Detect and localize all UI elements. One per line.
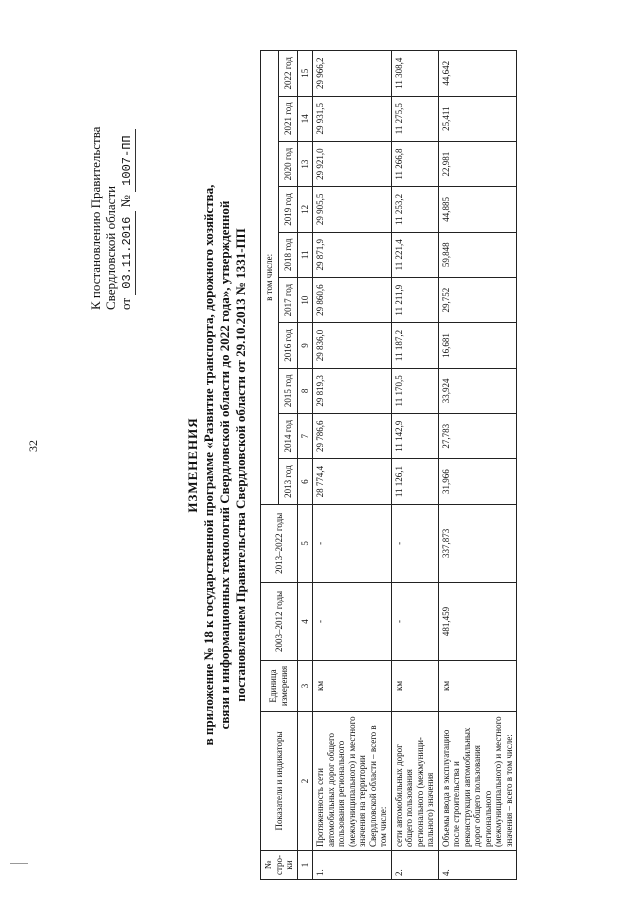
row-unit: км (391, 661, 438, 712)
row-indicator: Объемы ввода в эксплуатацию после строительства и реконструкции автомобильных дорог общего пользования регионального (межмуниципального) и местного значения – всего в том числе: (438, 712, 517, 851)
header-year: 2022 год (279, 51, 297, 97)
row-period-1: - (313, 582, 392, 660)
column-index: 1 (297, 851, 313, 880)
row-value: 28 774,4 (313, 459, 392, 504)
column-index: 10 (297, 277, 313, 322)
row-value: 16,681 (438, 323, 517, 368)
row-value: 29,752 (438, 277, 517, 322)
row-value: 29 931,5 (313, 96, 392, 141)
row-period-1: 481,459 (438, 582, 517, 660)
page-number: 32 (26, 440, 40, 452)
row-unit: км (438, 661, 517, 712)
document-sheet (70, 50, 630, 880)
row-value: 33,924 (438, 368, 517, 413)
column-index: 11 (297, 232, 313, 277)
header-year: 2013 год (279, 459, 297, 504)
from-label: от (118, 297, 133, 310)
row-period-2: - (313, 504, 392, 582)
row-value: 29 966,2 (313, 51, 392, 97)
header-year: 2014 год (279, 414, 297, 459)
column-index-row (297, 51, 313, 880)
table-row (391, 51, 438, 880)
row-value: 11 126,1 (391, 459, 438, 504)
title-line-2: связи и информационных технологий Свердловской области до 2022 года», утвержденной (217, 200, 232, 730)
column-index: 8 (297, 368, 313, 413)
row-indicator: Протяженность сети автомобильных дорог общего пользования регионального (межмуниципального) и местного значения на территории Свердловской области – всего в том числе: (313, 712, 392, 851)
row-period-2: - (391, 504, 438, 582)
column-index: 5 (297, 504, 313, 582)
row-value: 11 308,4 (391, 51, 438, 97)
header-year: 2019 год (279, 187, 297, 232)
row-number: 1. (313, 851, 392, 880)
row-value: 27,783 (438, 414, 517, 459)
table-row (438, 51, 517, 880)
row-indicator: сети автомобильных дорог общего пользования регионального (межмуници-пального) значения (391, 712, 438, 851)
row-value: 11 142,9 (391, 414, 438, 459)
row-value: 25,411 (438, 96, 517, 141)
row-value: 11 253,2 (391, 187, 438, 232)
approval-number: 1007-ПП (120, 129, 136, 191)
column-index: 12 (297, 187, 313, 232)
row-value: 11 266,8 (391, 141, 438, 186)
document-title (185, 50, 249, 880)
column-index: 9 (297, 323, 313, 368)
row-value: 11 187,2 (391, 323, 438, 368)
row-period-1: - (391, 582, 438, 660)
column-index: 2 (297, 712, 313, 851)
row-value: 11 275,5 (391, 96, 438, 141)
approval-date: 03.11.2016 (120, 211, 136, 295)
header-unit: Единица измерения (261, 661, 298, 712)
column-index: 15 (297, 51, 313, 97)
header-year: 2021 год (279, 96, 297, 141)
row-value: 29 836,0 (313, 323, 392, 368)
row-value: 29 860,6 (313, 277, 392, 322)
approval-stamp (88, 90, 136, 310)
column-index: 7 (297, 414, 313, 459)
table-row (313, 51, 392, 880)
row-value: 29 786,6 (313, 414, 392, 459)
approval-line-1: К постановлению Правительства (88, 126, 103, 310)
margin-mark (10, 860, 28, 864)
row-value: 59,848 (438, 232, 517, 277)
column-index: 13 (297, 141, 313, 186)
row-value: 11 211,9 (391, 277, 438, 322)
row-value: 29 819,3 (313, 368, 392, 413)
row-value: 11 221,4 (391, 232, 438, 277)
column-index: 6 (297, 459, 313, 504)
row-number: 2. (391, 851, 438, 880)
row-value: 44,642 (438, 51, 517, 97)
header-year: 2016 год (279, 323, 297, 368)
row-value: 29 871,9 (313, 232, 392, 277)
header-period-2: 2013–2022 годы (261, 504, 298, 582)
title-heading: ИЗМЕНЕНИЯ (185, 417, 200, 513)
column-index: 14 (297, 96, 313, 141)
row-number: 4. (438, 851, 517, 880)
header-year: 2015 год (279, 368, 297, 413)
row-value: 11 170,5 (391, 368, 438, 413)
column-index: 3 (297, 661, 313, 712)
indicators-table (260, 50, 517, 880)
number-label: № (118, 195, 133, 208)
header-row-number: № стро- ки (261, 851, 298, 880)
header-year: 2017 год (279, 277, 297, 322)
approval-line-2: Свердловской области (103, 185, 118, 310)
row-value: 44,885 (438, 187, 517, 232)
row-value: 22,981 (438, 141, 517, 186)
header-period-1: 2003–2012 годы (261, 582, 298, 660)
row-value: 31,966 (438, 459, 517, 504)
approval-line-3 (118, 90, 136, 310)
row-value: 29 921,0 (313, 141, 392, 186)
row-value: 29 905,5 (313, 187, 392, 232)
row-period-2: 337,873 (438, 504, 517, 582)
header-year: 2018 год (279, 232, 297, 277)
column-index: 4 (297, 582, 313, 660)
header-indicator: Показатели и индикаторы (261, 712, 298, 851)
title-line-3: постановлением Правительства Свердловской области от 29.10.2013 № 1331-ПП (233, 228, 248, 702)
header-including: в том числе: (261, 51, 279, 505)
title-line-1: в приложение № 18 к государственной программе «Развитие транспорта, дорожного хозяйства, (201, 184, 216, 746)
row-unit: км (313, 661, 392, 712)
header-year: 2020 год (279, 141, 297, 186)
